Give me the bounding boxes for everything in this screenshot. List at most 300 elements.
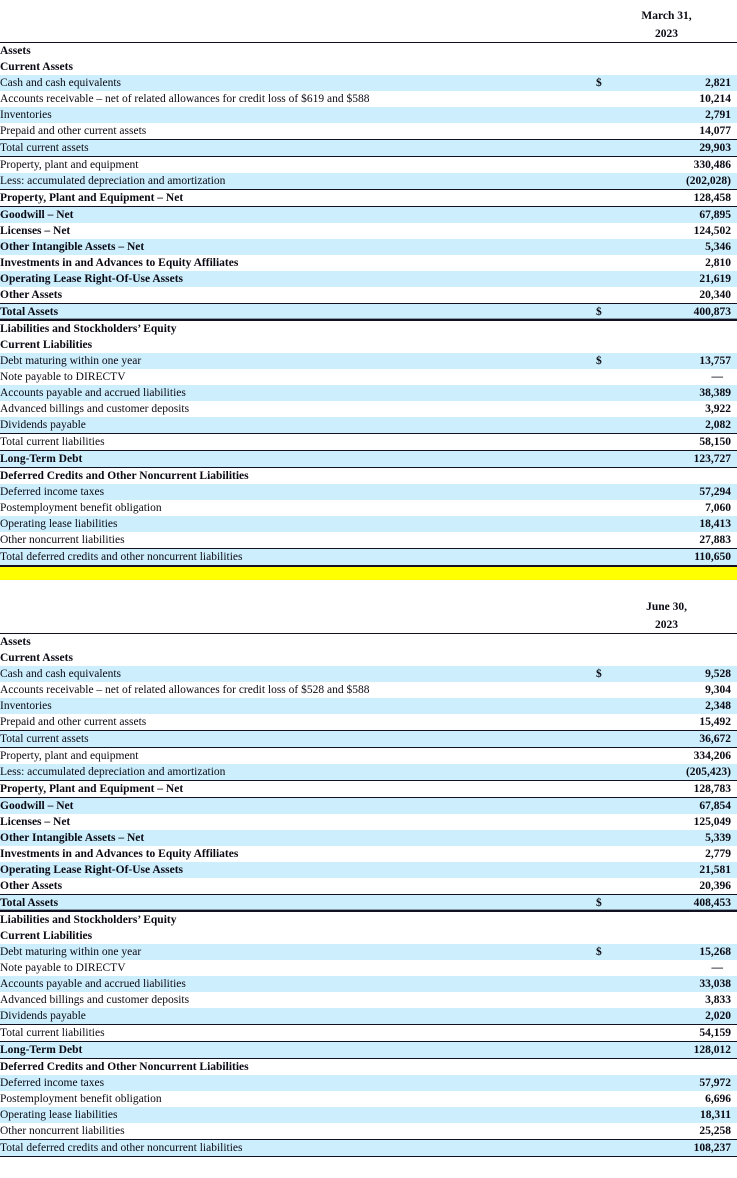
table-row <box>0 714 737 731</box>
currency-symbol <box>596 91 624 107</box>
table-row <box>0 140 737 157</box>
line-item-label: Dividends payable <box>0 417 596 434</box>
row-right-pad <box>731 1008 737 1025</box>
line-item-value: 67,895 <box>624 207 731 224</box>
currency-symbol <box>596 1059 624 1076</box>
row-right-pad <box>731 337 737 353</box>
line-item-label: Debt maturing within one year <box>0 944 596 960</box>
line-item-label: Assets <box>0 634 596 651</box>
currency-symbol <box>596 451 624 468</box>
line-item-value: 67,854 <box>624 798 731 815</box>
header-spacer <box>0 591 596 615</box>
line-item-label: Postemployment benefit obligation <box>0 1091 596 1107</box>
table-row <box>0 271 737 287</box>
currency-symbol <box>596 878 624 895</box>
currency-symbol <box>596 223 624 239</box>
line-item-value: 10,214 <box>624 91 731 107</box>
row-right-pad <box>731 401 737 417</box>
row-right-pad <box>731 830 737 846</box>
table-row <box>0 304 737 321</box>
row-right-pad <box>731 516 737 532</box>
line-item-value: 2,791 <box>624 107 731 123</box>
period-date-year: 2023 <box>596 24 737 43</box>
line-item-label: Investments in and Advances to Equity Affiliates <box>0 255 596 271</box>
row-right-pad <box>731 714 737 731</box>
currency-symbol <box>596 43 624 60</box>
table-row <box>0 862 737 878</box>
currency-symbol <box>596 976 624 992</box>
row-right-pad <box>731 451 737 468</box>
line-item-value <box>624 468 731 485</box>
row-right-pad <box>731 353 737 369</box>
currency-symbol <box>596 337 624 353</box>
currency-symbol <box>596 484 624 500</box>
line-item-value: 2,821 <box>624 75 731 91</box>
line-item-value: 128,783 <box>624 781 731 798</box>
table-row <box>0 516 737 532</box>
table-row <box>0 353 737 369</box>
line-item-value: 18,413 <box>624 516 731 532</box>
row-right-pad <box>731 287 737 304</box>
table-row <box>0 43 737 60</box>
row-right-pad <box>731 417 737 434</box>
currency-symbol <box>596 698 624 714</box>
line-item-value: 400,873 <box>624 304 731 321</box>
line-item-label: Current Assets <box>0 650 596 666</box>
line-item-label: Other noncurrent liabilities <box>0 532 596 549</box>
period-date-month: March 31, <box>596 0 737 24</box>
line-item-value: 2,082 <box>624 417 731 434</box>
row-right-pad <box>731 1107 737 1123</box>
row-right-pad <box>731 207 737 224</box>
currency-symbol <box>596 385 624 401</box>
line-item-value <box>624 928 731 944</box>
line-item-value: 29,903 <box>624 140 731 157</box>
line-item-value: 25,258 <box>624 1123 731 1140</box>
currency-symbol <box>596 1008 624 1025</box>
line-item-label: Inventories <box>0 107 596 123</box>
line-item-label: Prepaid and other current assets <box>0 123 596 140</box>
table-row <box>0 912 737 929</box>
line-item-value: 108,237 <box>624 1140 731 1157</box>
table-row <box>0 255 737 271</box>
line-item-label: Cash and cash equivalents <box>0 75 596 91</box>
table-row <box>0 123 737 140</box>
currency-symbol <box>596 992 624 1008</box>
period-date-year: 2023 <box>596 615 737 634</box>
line-item-label: Total deferred credits and other noncurrent liabilities <box>0 549 596 566</box>
currency-symbol <box>596 928 624 944</box>
row-right-pad <box>731 434 737 451</box>
line-item-label: Total current liabilities <box>0 1025 596 1042</box>
line-item-label: Property, plant and equipment <box>0 748 596 765</box>
line-item-value: 330,486 <box>624 157 731 174</box>
row-right-pad <box>731 157 737 174</box>
table-row <box>0 878 737 895</box>
line-item-label: Deferred Credits and Other Noncurrent Liabilities <box>0 468 596 485</box>
currency-symbol <box>596 764 624 781</box>
line-item-label: Property, Plant and Equipment – Net <box>0 190 596 207</box>
row-right-pad <box>731 1140 737 1157</box>
column-header-row <box>0 0 737 24</box>
row-right-pad <box>731 862 737 878</box>
row-right-pad <box>731 878 737 895</box>
line-item-value: 124,502 <box>624 223 731 239</box>
currency-symbol <box>596 846 624 862</box>
table-row <box>0 549 737 566</box>
line-item-label: Total deferred credits and other noncurrent liabilities <box>0 1140 596 1157</box>
row-right-pad <box>731 895 737 912</box>
currency-symbol <box>596 748 624 765</box>
currency-symbol <box>596 1025 624 1042</box>
row-right-pad <box>731 781 737 798</box>
table-row <box>0 173 737 190</box>
line-item-label: Inventories <box>0 698 596 714</box>
table-row <box>0 944 737 960</box>
row-right-pad <box>731 748 737 765</box>
currency-symbol <box>596 140 624 157</box>
currency-symbol <box>596 207 624 224</box>
column-header-row <box>0 24 737 43</box>
table-row <box>0 895 737 912</box>
line-item-label: Accounts receivable – net of related allowances for credit loss of $619 and $588 <box>0 91 596 107</box>
line-item-label: Goodwill – Net <box>0 798 596 815</box>
table-row <box>0 992 737 1008</box>
currency-symbol <box>596 434 624 451</box>
table-row <box>0 1107 737 1123</box>
table-row <box>0 239 737 255</box>
currency-symbol: $ <box>596 304 624 321</box>
currency-symbol: $ <box>596 75 624 91</box>
currency-symbol <box>596 714 624 731</box>
table-row <box>0 1059 737 1076</box>
line-item-value: (205,423) <box>624 764 731 781</box>
table-row <box>0 434 737 451</box>
table-row <box>0 484 737 500</box>
header-spacer <box>0 24 596 43</box>
row-right-pad <box>731 1059 737 1076</box>
table-row <box>0 634 737 651</box>
line-item-value <box>624 321 731 338</box>
header-spacer <box>0 615 596 634</box>
line-item-value: 54,159 <box>624 1025 731 1042</box>
line-item-label: Investments in and Advances to Equity Affiliates <box>0 846 596 862</box>
line-item-value: (202,028) <box>624 173 731 190</box>
row-right-pad <box>731 960 737 976</box>
line-item-value: 128,012 <box>624 1042 731 1059</box>
table-row <box>0 321 737 338</box>
line-item-label: Dividends payable <box>0 1008 596 1025</box>
line-item-value: 2,020 <box>624 1008 731 1025</box>
line-item-value: 27,883 <box>624 532 731 549</box>
line-item-label: Other noncurrent liabilities <box>0 1123 596 1140</box>
line-item-value: 2,810 <box>624 255 731 271</box>
table-row <box>0 401 737 417</box>
row-right-pad <box>731 385 737 401</box>
line-item-value: — <box>624 369 731 385</box>
row-right-pad <box>731 814 737 830</box>
row-right-pad <box>731 304 737 321</box>
line-item-value: 57,972 <box>624 1075 731 1091</box>
row-right-pad <box>731 1075 737 1091</box>
line-item-value: 3,833 <box>624 992 731 1008</box>
row-right-pad <box>731 59 737 75</box>
table-row <box>0 748 737 765</box>
table-row <box>0 781 737 798</box>
table-row <box>0 698 737 714</box>
line-item-value: 2,779 <box>624 846 731 862</box>
row-right-pad <box>731 532 737 549</box>
line-item-value: 33,038 <box>624 976 731 992</box>
row-right-pad <box>731 731 737 748</box>
currency-symbol <box>596 157 624 174</box>
currency-symbol <box>596 190 624 207</box>
currency-symbol <box>596 650 624 666</box>
row-right-pad <box>731 190 737 207</box>
line-item-value <box>624 634 731 651</box>
line-item-value <box>624 1059 731 1076</box>
line-item-value: 21,581 <box>624 862 731 878</box>
line-item-value <box>624 43 731 60</box>
line-item-value <box>624 650 731 666</box>
currency-symbol <box>596 830 624 846</box>
line-item-label: Liabilities and Stockholders’ Equity <box>0 912 596 929</box>
currency-symbol <box>596 912 624 929</box>
row-right-pad <box>731 123 737 140</box>
line-item-label: Note payable to DIRECTV <box>0 369 596 385</box>
currency-symbol <box>596 1042 624 1059</box>
row-right-pad <box>731 223 737 239</box>
table-row <box>0 157 737 174</box>
line-item-value: 9,528 <box>624 666 731 682</box>
line-item-label: Goodwill – Net <box>0 207 596 224</box>
line-item-label: Note payable to DIRECTV <box>0 960 596 976</box>
table-row <box>0 385 737 401</box>
row-right-pad <box>731 369 737 385</box>
line-item-label: Deferred Credits and Other Noncurrent Liabilities <box>0 1059 596 1076</box>
line-item-value <box>624 59 731 75</box>
line-item-label: Other Intangible Assets – Net <box>0 830 596 846</box>
line-item-value: 6,696 <box>624 1091 731 1107</box>
row-right-pad <box>731 1123 737 1140</box>
table-row <box>0 1123 737 1140</box>
currency-symbol <box>596 468 624 485</box>
table-row <box>0 814 737 830</box>
row-right-pad <box>731 468 737 485</box>
currency-symbol: $ <box>596 895 624 912</box>
table-row <box>0 59 737 75</box>
currency-symbol <box>596 500 624 516</box>
row-right-pad <box>731 912 737 929</box>
line-item-label: Property, plant and equipment <box>0 157 596 174</box>
line-item-value: 7,060 <box>624 500 731 516</box>
line-item-label: Liabilities and Stockholders’ Equity <box>0 321 596 338</box>
table-row <box>0 500 737 516</box>
row-right-pad <box>731 239 737 255</box>
header-spacer <box>0 0 596 24</box>
row-right-pad <box>731 798 737 815</box>
line-item-label: Operating Lease Right-Of-Use Assets <box>0 862 596 878</box>
currency-symbol <box>596 417 624 434</box>
line-item-value: 21,619 <box>624 271 731 287</box>
table-row <box>0 798 737 815</box>
table-row <box>0 682 737 698</box>
currency-symbol <box>596 862 624 878</box>
line-item-value: 14,077 <box>624 123 731 140</box>
currency-symbol: $ <box>596 353 624 369</box>
row-right-pad <box>731 255 737 271</box>
line-item-value: 110,650 <box>624 549 731 566</box>
line-item-label: Assets <box>0 43 596 60</box>
row-right-pad <box>731 650 737 666</box>
column-header-row <box>0 615 737 634</box>
line-item-value: 36,672 <box>624 731 731 748</box>
line-item-value: 15,492 <box>624 714 731 731</box>
line-item-value: 20,340 <box>624 287 731 304</box>
line-item-label: Current Assets <box>0 59 596 75</box>
line-item-label: Property, Plant and Equipment – Net <box>0 781 596 798</box>
currency-symbol <box>596 59 624 75</box>
line-item-label: Advanced billings and customer deposits <box>0 992 596 1008</box>
table-row <box>0 75 737 91</box>
line-item-value: 57,294 <box>624 484 731 500</box>
line-item-value: 3,922 <box>624 401 731 417</box>
line-item-value: 334,206 <box>624 748 731 765</box>
table-row <box>0 337 737 353</box>
table-separator-gap <box>0 580 737 591</box>
line-item-label: Less: accumulated depreciation and amortization <box>0 764 596 781</box>
row-right-pad <box>731 321 737 338</box>
currency-symbol <box>596 798 624 815</box>
row-right-pad <box>731 698 737 714</box>
currency-symbol <box>596 1091 624 1107</box>
row-right-pad <box>731 666 737 682</box>
line-item-label: Prepaid and other current assets <box>0 714 596 731</box>
line-item-label: Other Assets <box>0 878 596 895</box>
line-item-value: 18,311 <box>624 1107 731 1123</box>
table-row <box>0 1075 737 1091</box>
table-row <box>0 960 737 976</box>
line-item-label: Other Assets <box>0 287 596 304</box>
table-row <box>0 928 737 944</box>
row-right-pad <box>731 107 737 123</box>
table-row <box>0 846 737 862</box>
line-item-value: 5,339 <box>624 830 731 846</box>
line-item-label: Accounts receivable – net of related allowances for credit loss of $528 and $588 <box>0 682 596 698</box>
table-row <box>0 417 737 434</box>
line-item-label: Total Assets <box>0 304 596 321</box>
currency-symbol <box>596 173 624 190</box>
line-item-value: 125,049 <box>624 814 731 830</box>
table-row <box>0 650 737 666</box>
line-item-label: Other Intangible Assets – Net <box>0 239 596 255</box>
currency-symbol <box>596 1075 624 1091</box>
line-item-label: Advanced billings and customer deposits <box>0 401 596 417</box>
row-right-pad <box>731 1025 737 1042</box>
line-item-label: Deferred income taxes <box>0 1075 596 1091</box>
row-right-pad <box>731 846 737 862</box>
table-row <box>0 223 737 239</box>
currency-symbol <box>596 401 624 417</box>
currency-symbol <box>596 634 624 651</box>
table-separator-band <box>0 566 737 580</box>
line-item-value <box>624 337 731 353</box>
row-right-pad <box>731 500 737 516</box>
table-row <box>0 190 737 207</box>
line-item-value: 408,453 <box>624 895 731 912</box>
row-right-pad <box>731 1091 737 1107</box>
currency-symbol <box>596 731 624 748</box>
currency-symbol <box>596 255 624 271</box>
line-item-label: Cash and cash equivalents <box>0 666 596 682</box>
table-row <box>0 468 737 485</box>
row-right-pad <box>731 271 737 287</box>
currency-symbol <box>596 532 624 549</box>
row-right-pad <box>731 682 737 698</box>
line-item-label: Total current assets <box>0 731 596 748</box>
row-right-pad <box>731 944 737 960</box>
table-row <box>0 1091 737 1107</box>
currency-symbol: $ <box>596 944 624 960</box>
line-item-label: Accounts payable and accrued liabilities <box>0 976 596 992</box>
table-row <box>0 532 737 549</box>
currency-symbol <box>596 287 624 304</box>
table-row <box>0 287 737 304</box>
row-right-pad <box>731 634 737 651</box>
currency-symbol <box>596 107 624 123</box>
line-item-label: Deferred income taxes <box>0 484 596 500</box>
balance-sheet-table <box>0 591 737 1157</box>
table-row <box>0 764 737 781</box>
line-item-label: Current Liabilities <box>0 928 596 944</box>
currency-symbol <box>596 549 624 566</box>
line-item-label: Operating lease liabilities <box>0 1107 596 1123</box>
currency-symbol: $ <box>596 666 624 682</box>
line-item-value: 9,304 <box>624 682 731 698</box>
currency-symbol <box>596 369 624 385</box>
line-item-label: Postemployment benefit obligation <box>0 500 596 516</box>
line-item-label: Current Liabilities <box>0 337 596 353</box>
row-right-pad <box>731 928 737 944</box>
line-item-label: Total current liabilities <box>0 434 596 451</box>
line-item-label: Less: accumulated depreciation and amortization <box>0 173 596 190</box>
line-item-value: 2,348 <box>624 698 731 714</box>
row-right-pad <box>731 75 737 91</box>
line-item-label: Licenses – Net <box>0 223 596 239</box>
row-right-pad <box>731 484 737 500</box>
table-row <box>0 731 737 748</box>
line-item-value: 5,346 <box>624 239 731 255</box>
column-header-row <box>0 591 737 615</box>
table-row <box>0 91 737 107</box>
line-item-value: 123,727 <box>624 451 731 468</box>
currency-symbol <box>596 1107 624 1123</box>
currency-symbol <box>596 682 624 698</box>
currency-symbol <box>596 960 624 976</box>
row-right-pad <box>731 1042 737 1059</box>
table-row <box>0 369 737 385</box>
table-row <box>0 1140 737 1157</box>
table-row <box>0 976 737 992</box>
currency-symbol <box>596 814 624 830</box>
line-item-label: Debt maturing within one year <box>0 353 596 369</box>
currency-symbol <box>596 239 624 255</box>
row-right-pad <box>731 173 737 190</box>
currency-symbol <box>596 1140 624 1157</box>
row-right-pad <box>731 140 737 157</box>
row-right-pad <box>731 549 737 566</box>
line-item-label: Long-Term Debt <box>0 1042 596 1059</box>
